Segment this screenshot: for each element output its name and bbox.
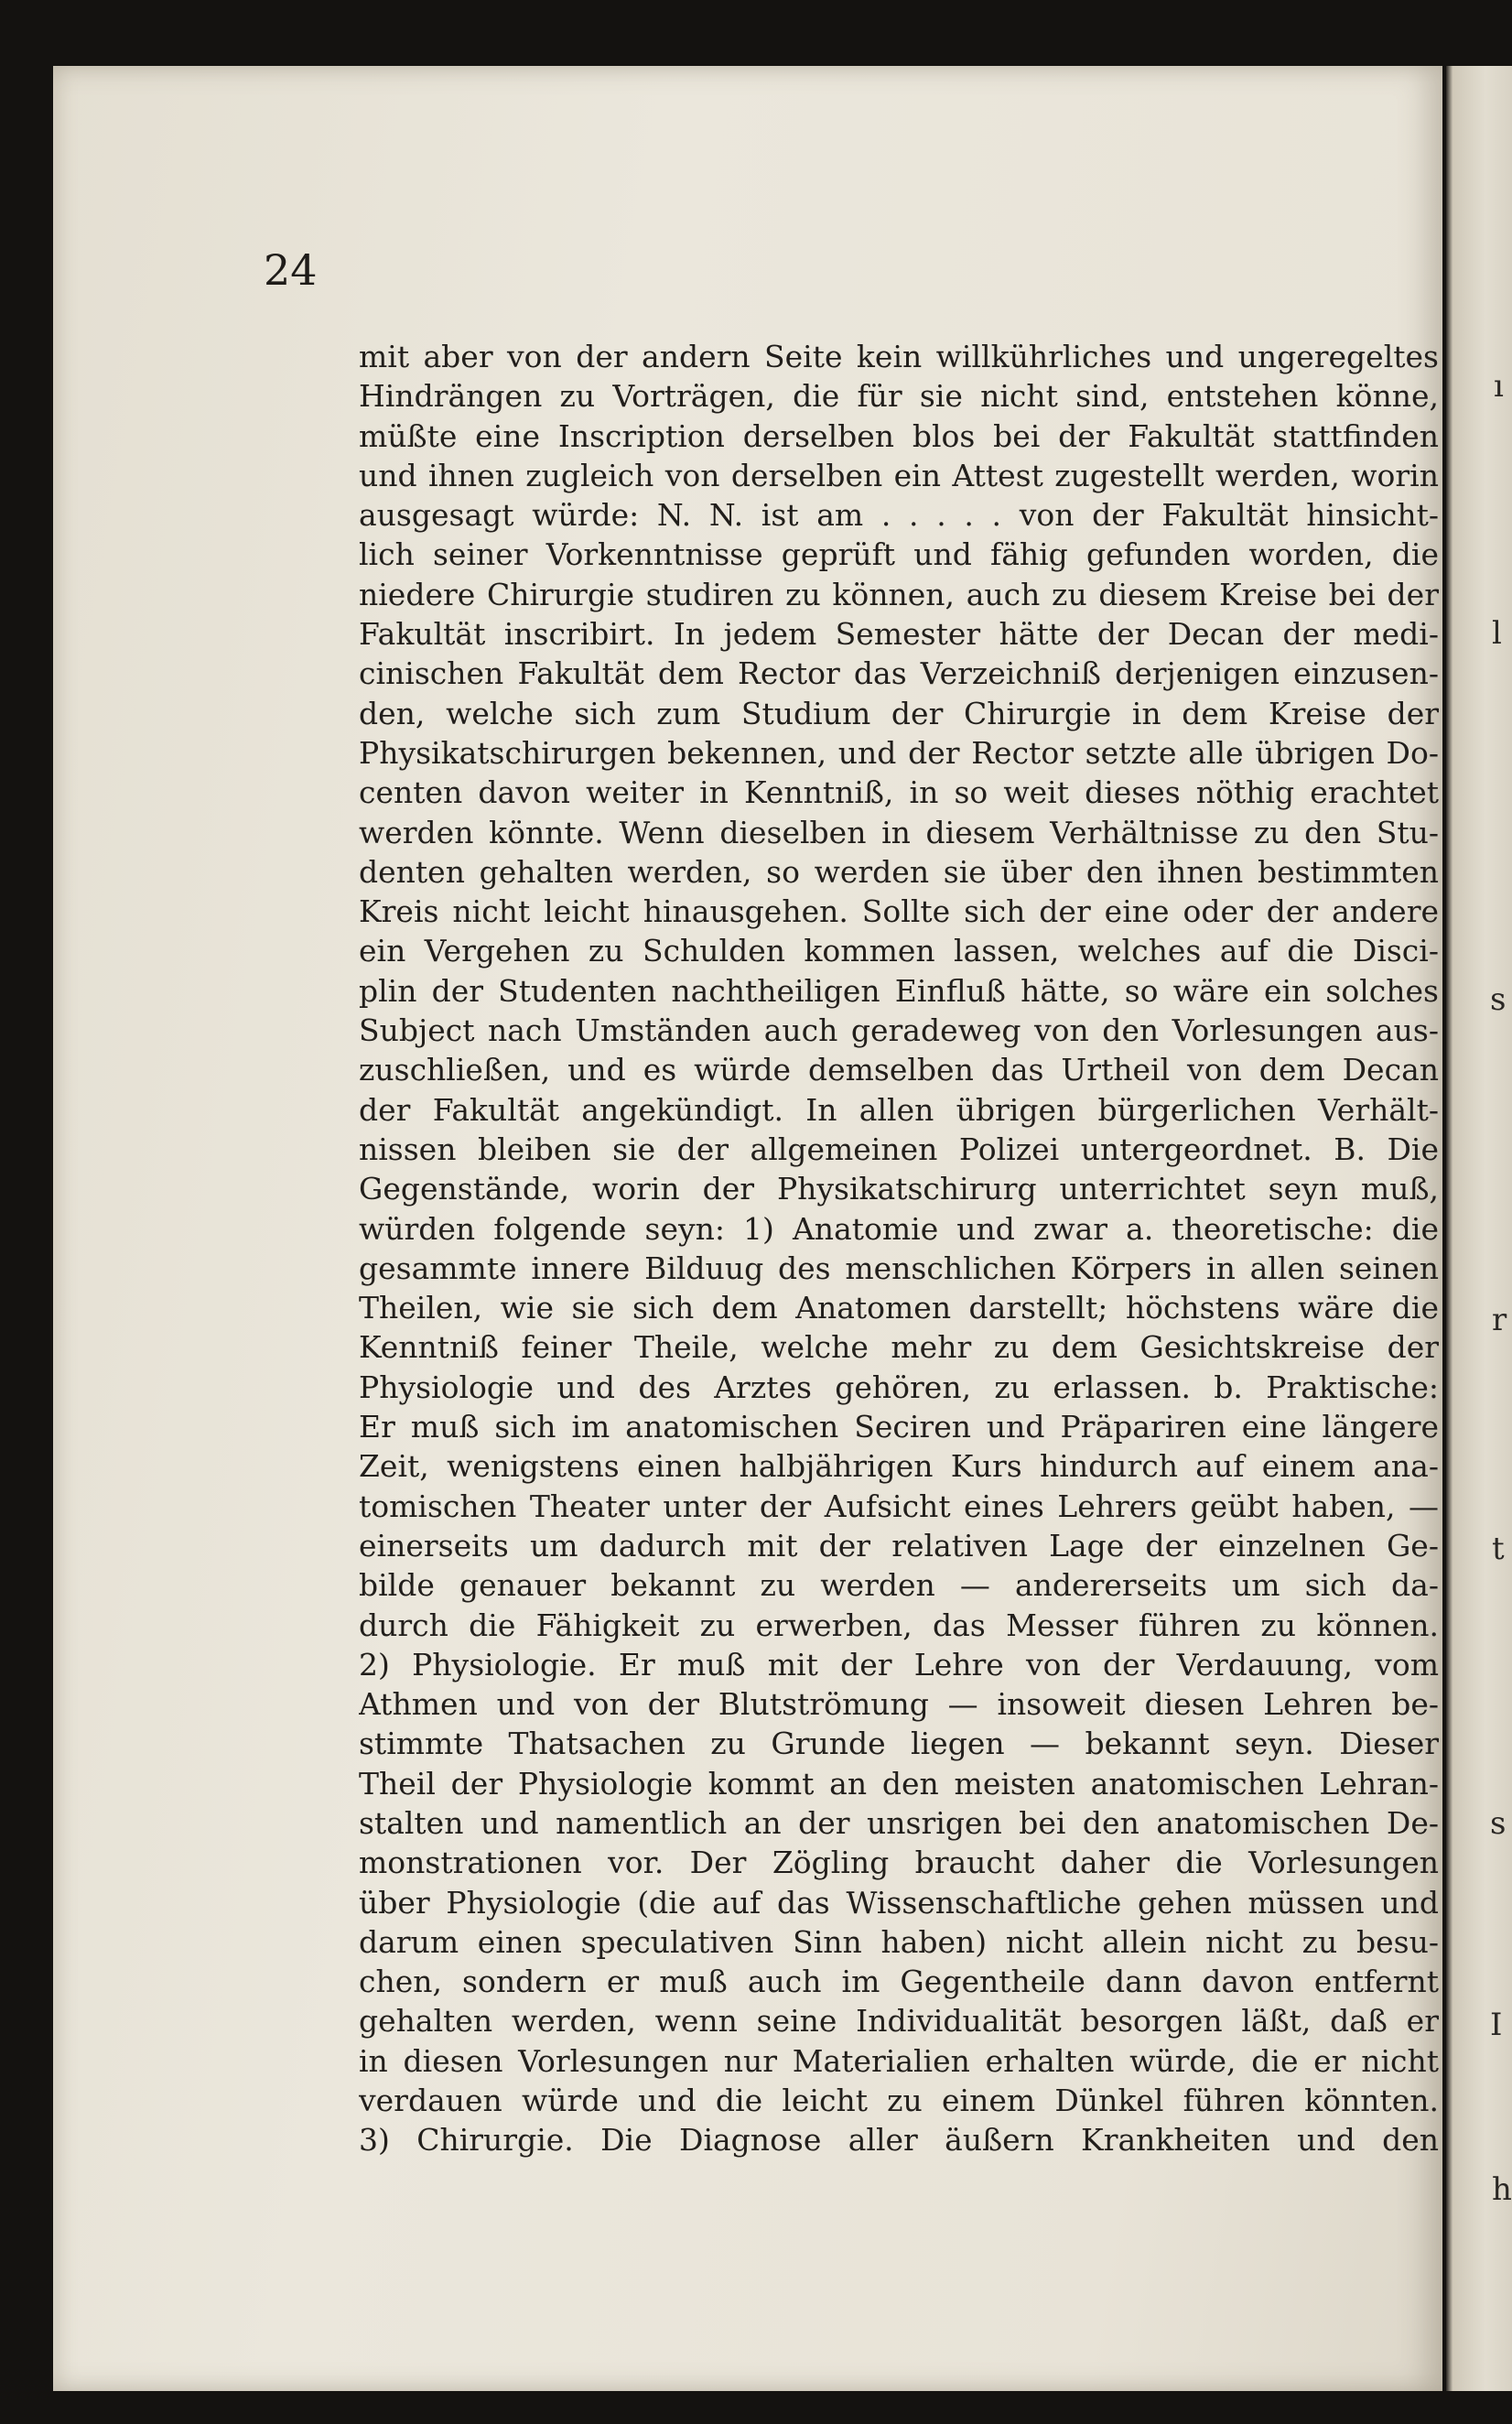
text-line: 2) Physiologie. Er muß mit der Lehre von der Verdauung, vom — [359, 1646, 1439, 1683]
text-line: ausgesagt würde: N. N. ist am . . . . . von der Fakultät hinsicht- — [359, 497, 1439, 534]
text-line: Hindrängen zu Vorträgen, die für sie nicht sind, entstehen könne, — [359, 378, 1439, 415]
text-line: Athmen und von der Blutströmung — insoweit diesen Lehren be- — [359, 1686, 1439, 1723]
text-line: Physiologie und des Arztes gehören, zu erlassen. b. Praktische: — [359, 1369, 1439, 1405]
text-line: lich seiner Vorkenntnisse geprüft und fähig gefunden worden, die — [359, 536, 1439, 573]
text-line: werden könnte. Wenn dieselben in diesem Verhältnisse zu den Stu- — [359, 814, 1439, 850]
text-line: chen, sondern er muß auch im Gegentheile dann davon entfernt — [359, 1964, 1439, 2000]
text-line: über Physiologie (die auf das Wissenschaftliche gehen müssen und — [359, 1884, 1439, 1921]
edge-glyph: h — [1492, 2171, 1512, 2208]
edge-glyph: t — [1492, 1531, 1505, 1567]
book-page — [53, 66, 1442, 2391]
text-line: der Fakultät angekündigt. In allen übrigen bürgerlichen Verhält- — [359, 1091, 1439, 1128]
text-line: Fakultät inscribirt. In jedem Semester hätte der Decan der medi- — [359, 616, 1439, 653]
text-line: nissen bleiben sie der allgemeinen Polizei untergeordnet. B. Die — [359, 1131, 1439, 1167]
text-line: darum einen speculativen Sinn haben) nicht allein nicht zu besu- — [359, 1923, 1439, 1960]
text-line: zuschließen, und es würde demselben das Urtheil von dem Decan — [359, 1052, 1439, 1088]
text-line: bilde genauer bekannt zu werden — andererseits um sich da- — [359, 1567, 1439, 1604]
text-line: Theil der Physiologie kommt an den meisten anatomischen Lehran- — [359, 1765, 1439, 1802]
text-line: Kenntniß feiner Theile, welche mehr zu dem Gesichtskreise der — [359, 1329, 1439, 1366]
text-line: mit aber von der andern Seite kein willkührliches und ungeregeltes — [359, 339, 1439, 374]
text-line: gehalten werden, wenn seine Individualität besorgen läßt, daß er — [359, 2003, 1439, 2040]
page-number: 24 — [264, 245, 318, 295]
text-line: plin der Studenten nachtheiligen Einfluß hätte, so wäre ein solches — [359, 972, 1439, 1009]
text-line: cinischen Fakultät dem Rector das Verzeichniß derjenigen einzusen- — [359, 655, 1439, 692]
edge-glyph: r — [1492, 1302, 1507, 1338]
text-line: müßte eine Inscription derselben blos bei der Fakultät stattfinden — [359, 417, 1439, 454]
text-line: Subject nach Umständen auch geradeweg von den Vorlesungen aus- — [359, 1012, 1439, 1049]
text-line: durch die Fähigkeit zu erwerben, das Messer führen zu können. — [359, 1607, 1439, 1643]
text-line: tomischen Theater unter der Aufsicht eines Lehrers geübt haben, — — [359, 1488, 1439, 1524]
edge-glyph: s — [1490, 981, 1507, 1018]
text-line: den, welche sich zum Studium der Chirurgie in dem Kreise der — [359, 695, 1439, 731]
text-line: einerseits um dadurch mit der relativen Lage der einzelnen Ge- — [359, 1527, 1439, 1564]
edge-glyph: I — [1490, 2007, 1503, 2043]
text-line: würden folgende seyn: 1) Anatomie und zwar a. theoretische: die — [359, 1210, 1439, 1247]
text-line: Gegenstände, worin der Physikatschirurg unterrichtet seyn muß, — [359, 1171, 1439, 1207]
text-line: monstrationen vor. Der Zögling braucht daher die Vorlesungen — [359, 1845, 1439, 1881]
text-line: denten gehalten werden, so werden sie über den ihnen bestimmten — [359, 853, 1439, 890]
text-line: niedere Chirurgie studiren zu können, auch zu diesem Kreise bei der — [359, 576, 1439, 612]
edge-glyph: l — [1492, 615, 1502, 652]
text-line: 3) Chirurgie. Die Diagnose aller äußern Krankheiten und den — [359, 2122, 1439, 2159]
text-line: ein Vergehen zu Schulden kommen lassen, welches auf die Disci- — [359, 933, 1439, 969]
text-line: stimmte Thatsachen zu Grunde liegen — bekannt seyn. Dieser — [359, 1726, 1439, 1762]
text-line: gesammte innere Bilduug des menschlichen Körpers in allen seinen — [359, 1250, 1439, 1286]
text-line: Physikatschirurgen bekennen, und der Rector setzte alle übrigen Do- — [359, 734, 1439, 771]
edge-glyph: ı — [1494, 368, 1504, 405]
text-line: Zeit, wenigstens einen halbjährigen Kurs hindurch auf einem ana- — [359, 1448, 1439, 1485]
text-line: stalten und namentlich an der unsrigen bei den anatomischen De- — [359, 1804, 1439, 1841]
text-line: Kreis nicht leicht hinausgehen. Sollte sich der eine oder der andere — [359, 893, 1439, 930]
edge-glyph: s — [1490, 1805, 1507, 1842]
body-text — [359, 337, 1439, 2160]
text-line: und ihnen zugleich von derselben ein Attest zugestellt werden, worin — [359, 457, 1439, 493]
text-line: Theilen, wie sie sich dem Anatomen darstellt; höchstens wäre die — [359, 1290, 1439, 1326]
adjacent-page-edge — [1446, 66, 1512, 2391]
text-line: in diesen Vorlesungen nur Materialien erhalten würde, die er nicht — [359, 2042, 1439, 2079]
text-line: centen davon weiter in Kenntniß, in so weit dieses nöthig erachtet — [359, 774, 1439, 811]
text-line: verdauen würde und die leicht zu einem Dünkel führen könnten. — [359, 2083, 1439, 2119]
text-line: Er muß sich im anatomischen Seciren und Präpariren eine längere — [359, 1409, 1439, 1445]
